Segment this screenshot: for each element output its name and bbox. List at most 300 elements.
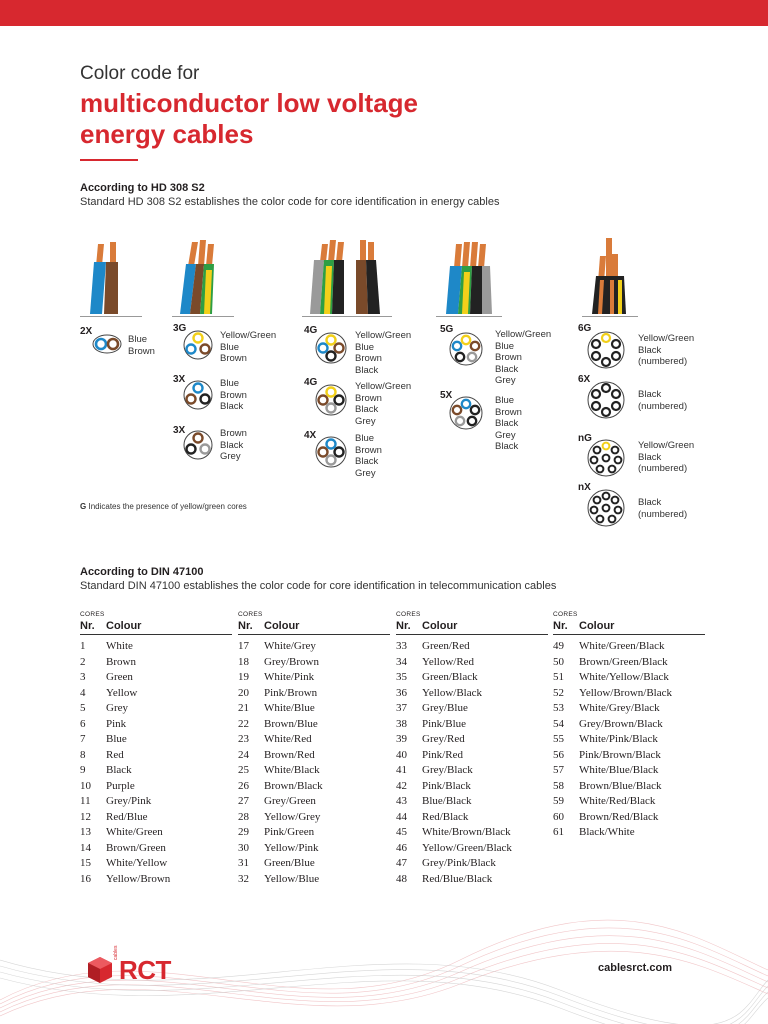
nr-header: Nr. [553, 620, 568, 632]
table-row [238, 639, 390, 655]
table-row [396, 670, 548, 686]
legend-line: Blue [355, 433, 375, 444]
core-legend [220, 428, 247, 463]
page-pretitle: Color code for [80, 63, 200, 84]
core-tag: 4G [304, 325, 318, 336]
cross-section-icon [92, 334, 122, 354]
core-colour: Pink [106, 717, 127, 730]
table-row [238, 810, 390, 826]
core-colour: Grey/Pink [106, 795, 152, 807]
core-number: 53 [553, 702, 564, 714]
core-number: 29 [238, 826, 249, 838]
legend-line: (numbered) [638, 400, 688, 412]
core-colour: Grey/Brown [264, 655, 319, 668]
core-tag: 4G [304, 377, 318, 388]
core-legend [128, 334, 155, 357]
legend-line: Yellow/Green [495, 329, 552, 340]
core-tag: 5G [440, 324, 454, 335]
core-colour: Grey/Green [264, 795, 316, 807]
core-number: 51 [553, 671, 564, 683]
legend-line: Yellow/Green [638, 333, 695, 344]
legend-line: Brown [220, 428, 247, 439]
nr-header: Nr. [80, 620, 95, 632]
colour-header: Colour [579, 620, 615, 632]
table-row [396, 732, 548, 748]
table-row [238, 686, 390, 702]
core-legend [355, 330, 411, 376]
core-tag: 3G [173, 323, 187, 334]
table-row [80, 717, 232, 733]
core-colour: White/Grey/Black [579, 702, 660, 714]
table-row [238, 841, 390, 857]
table-row [396, 748, 548, 764]
cores-label: CORES [396, 611, 421, 618]
core-colour: White/Grey [264, 640, 316, 652]
title-line-1: multiconductor low voltage [80, 88, 419, 118]
column-header [396, 620, 548, 635]
core-colour: Brown/Blue/Black [579, 779, 662, 792]
core-number: 47 [396, 857, 407, 869]
legend-line: Black [355, 456, 379, 467]
cross-section-icon [182, 380, 214, 410]
cross-section-icon [314, 436, 348, 468]
legend-line: Blue [128, 334, 148, 345]
table-row [553, 825, 705, 841]
core-number: 22 [238, 717, 249, 730]
legend-line: Brown [220, 353, 247, 364]
core-legend [220, 330, 276, 365]
core-legend [355, 433, 382, 479]
core-colour: Pink/Green [264, 826, 315, 838]
table-row [238, 732, 390, 748]
cross-section-icon [448, 396, 484, 430]
core-colour: Yellow/Grey [264, 810, 321, 823]
core-number: 2 [80, 655, 86, 668]
table-row [80, 748, 232, 764]
core-number: 4 [80, 686, 86, 699]
core-colour: Red [106, 748, 124, 761]
table-row [80, 856, 232, 872]
legend-line: Grey [220, 451, 241, 462]
core-legend [220, 378, 247, 413]
core-number: 3 [80, 671, 86, 683]
core-number: 27 [238, 795, 249, 807]
table-row [80, 670, 232, 686]
core-legend [638, 440, 694, 475]
cable-5-core-illustration [442, 236, 498, 316]
table-row [396, 825, 548, 841]
table-row [553, 701, 705, 717]
legend-line: Yellow/Green [355, 330, 412, 341]
core-number: 25 [238, 764, 249, 776]
core-number: 20 [238, 686, 249, 699]
core-colour: Green/Black [422, 671, 478, 683]
table-row [553, 670, 705, 686]
legend-line: Black [495, 441, 519, 452]
table-row [396, 872, 548, 888]
section-description-hd308: Standard HD 308 S2 establishes the color code for core identification in energy cables [80, 196, 500, 208]
core-number: 54 [553, 717, 564, 730]
core-legend [638, 333, 694, 368]
logo-text: RCT [119, 955, 171, 985]
din-column [396, 611, 548, 887]
core-colour: Pink/Brown [264, 686, 318, 699]
core-number: 7 [80, 733, 86, 745]
table-row [238, 794, 390, 810]
core-number: 12 [80, 810, 91, 823]
core-colour: White/Yellow [106, 857, 168, 869]
legend-line: Brown [128, 345, 155, 357]
core-number: 23 [238, 733, 249, 745]
cable-divider [302, 316, 392, 317]
legend-line: (numbered) [638, 508, 688, 520]
cross-section-icon [586, 330, 626, 370]
cable-3-core-illustration [178, 236, 228, 316]
table-row [238, 763, 390, 779]
table-row [80, 794, 232, 810]
table-row [80, 655, 232, 671]
cross-section-icon [586, 488, 626, 528]
core-colour: Yellow/Brown/Black [579, 686, 672, 699]
core-legend [638, 389, 687, 412]
legend-line: Black [220, 401, 244, 412]
table-row [238, 872, 390, 888]
cores-label: CORES [238, 611, 263, 618]
core-number: 13 [80, 826, 91, 838]
core-number: 26 [238, 779, 249, 792]
core-colour: Grey/Red [422, 733, 465, 745]
core-colour: Black/White [579, 826, 635, 838]
legend-line: Black [355, 404, 379, 415]
table-row [80, 639, 232, 655]
table-row [238, 670, 390, 686]
core-number: 56 [553, 748, 564, 761]
cores-label: CORES [553, 611, 578, 618]
logo-small-text: cables [113, 945, 119, 960]
cable-divider [80, 316, 142, 317]
core-number: 28 [238, 810, 249, 823]
core-number: 30 [238, 841, 249, 854]
legend-line: Brown [220, 389, 247, 401]
core-colour: Brown/Red [264, 748, 315, 761]
core-colour: White/Blue [264, 702, 315, 714]
legend-line: Brown [355, 444, 382, 456]
table-row [80, 701, 232, 717]
core-colour: Red/Blue/Black [422, 872, 493, 885]
core-colour: Grey/Black [422, 764, 473, 776]
table-row [80, 872, 232, 888]
core-number: 1 [80, 640, 86, 652]
core-number: 15 [80, 857, 91, 869]
legend-line: Brown [355, 353, 382, 364]
table-row [396, 717, 548, 733]
legend-line: Black [220, 439, 244, 451]
table-row [553, 748, 705, 764]
core-colour: Grey/Brown/Black [579, 717, 663, 730]
core-number: 44 [396, 810, 407, 823]
legend-line: Yellow/Green [355, 381, 412, 392]
core-tag: 3X [173, 374, 186, 385]
core-legend [495, 395, 522, 453]
legend-line: Blue [495, 395, 515, 406]
legend-line: Black [638, 497, 662, 508]
core-colour: White/Green [106, 826, 163, 838]
legend-line: Grey [495, 375, 516, 386]
table-row [396, 686, 548, 702]
core-colour: Black [106, 764, 132, 776]
core-colour: Green/Blue [264, 857, 315, 869]
core-number: 45 [396, 826, 407, 838]
core-colour: Grey [106, 702, 128, 714]
core-number: 18 [238, 655, 249, 668]
core-number: 37 [396, 702, 407, 714]
table-row [396, 810, 548, 826]
core-colour: White/Brown/Black [422, 826, 511, 838]
colour-header: Colour [264, 620, 300, 632]
cross-section-icon [314, 332, 348, 364]
table-row [238, 779, 390, 795]
core-colour: White/Red [264, 733, 312, 745]
title-line-2: energy cables [80, 119, 254, 149]
legend-line: Black [638, 389, 662, 400]
core-colour: Green/Red [422, 640, 470, 652]
legend-line: Grey [355, 467, 376, 479]
core-number: 40 [396, 748, 407, 761]
colour-header: Colour [106, 620, 142, 632]
table-row [396, 794, 548, 810]
table-row [553, 655, 705, 671]
table-row [238, 825, 390, 841]
cross-section-icon [586, 438, 626, 478]
core-colour: White/Red/Black [579, 795, 656, 807]
core-tag: 2X [80, 326, 93, 337]
core-colour: Yellow/Brown [106, 872, 171, 885]
table-row [80, 841, 232, 857]
table-row [396, 763, 548, 779]
core-colour: White [106, 640, 133, 652]
legend-line: Black [495, 418, 519, 429]
website-link[interactable]: cablesrct.com [598, 962, 672, 974]
legend-line: Black [638, 344, 662, 356]
din-column [80, 611, 232, 887]
core-colour: Grey/Pink/Black [422, 857, 496, 869]
core-colour: Grey/Blue [422, 702, 468, 714]
core-number: 35 [396, 671, 407, 683]
core-number: 19 [238, 671, 249, 683]
cable-4-core-illustration [308, 236, 384, 316]
core-number: 11 [80, 795, 91, 807]
table-row [80, 732, 232, 748]
core-number: 52 [553, 686, 564, 699]
core-colour: White/Pink/Black [579, 733, 658, 745]
core-tag: 6X [578, 374, 591, 385]
core-number: 8 [80, 748, 86, 761]
legend-line: Blue [495, 340, 515, 352]
core-tag: nX [578, 482, 591, 493]
legend-line: (numbered) [638, 463, 688, 474]
core-number: 5 [80, 702, 86, 714]
cross-section-icon [448, 332, 484, 366]
core-colour: Yellow/Black [422, 686, 482, 699]
core-number: 10 [80, 779, 91, 792]
core-colour: White/Blue/Black [579, 764, 659, 776]
cable-2-core-illustration [88, 236, 134, 316]
cross-section-icon [586, 380, 626, 420]
cable-divider [582, 316, 638, 317]
core-number: 39 [396, 733, 407, 745]
core-number: 34 [396, 655, 407, 668]
cross-section-icon [182, 330, 214, 360]
table-row [553, 732, 705, 748]
core-number: 61 [553, 826, 564, 838]
core-number: 42 [396, 779, 407, 792]
table-row [553, 763, 705, 779]
core-number: 31 [238, 857, 249, 869]
core-colour: White/Pink [264, 671, 315, 683]
core-number: 14 [80, 841, 91, 854]
table-row [553, 779, 705, 795]
legend-line: Brown [355, 392, 382, 404]
core-colour: Purple [106, 779, 135, 792]
table-row [553, 717, 705, 733]
core-tag: 3X [173, 425, 186, 436]
column-header [553, 620, 705, 635]
table-row [553, 810, 705, 826]
legend-line: Brown [495, 352, 522, 363]
g-footnote-text: Indicates the presence of yellow/green cores [88, 502, 247, 511]
core-legend [495, 329, 551, 387]
table-row [238, 655, 390, 671]
top-banner [0, 0, 768, 26]
section-description-din47100: Standard DIN 47100 establishes the color code for core identification in telecommunication cables [80, 580, 557, 592]
core-number: 24 [238, 748, 249, 761]
cross-section-icon [182, 430, 214, 460]
core-tag: 5X [440, 390, 453, 401]
core-number: 50 [553, 655, 564, 668]
core-number: 33 [396, 640, 407, 652]
core-number: 59 [553, 795, 564, 807]
core-colour: Blue [106, 733, 127, 745]
core-number: 38 [396, 717, 407, 730]
legend-line: Grey [495, 429, 516, 441]
core-colour: White/Green/Black [579, 640, 665, 652]
core-colour: Yellow/Blue [264, 872, 320, 885]
table-row [80, 810, 232, 826]
core-number: 49 [553, 640, 564, 652]
core-number: 57 [553, 764, 564, 776]
core-colour: Blue/Black [422, 795, 472, 807]
core-colour: Brown/Black [264, 779, 323, 792]
core-number: 21 [238, 702, 249, 714]
legend-line: Blue [220, 378, 240, 389]
legend-line: (numbered) [638, 356, 688, 367]
core-colour: Brown/Green [106, 841, 166, 854]
table-row [396, 779, 548, 795]
table-row [396, 856, 548, 872]
colour-header: Colour [422, 620, 458, 632]
legend-line: Grey [355, 415, 376, 427]
legend-line: Yellow/Green [220, 330, 277, 341]
core-colour: Red/Blue [106, 810, 148, 823]
cores-label: CORES [80, 611, 105, 618]
table-row [396, 639, 548, 655]
core-colour: Pink/Black [422, 779, 471, 792]
core-number: 60 [553, 810, 564, 823]
legend-line: Black [495, 363, 519, 375]
table-row [553, 639, 705, 655]
cable-divider [436, 316, 502, 317]
g-footnote-symbol: G [80, 502, 87, 511]
g-footnote [80, 502, 247, 511]
core-colour: Brown [106, 655, 136, 668]
core-colour: Yellow/Pink [264, 841, 319, 854]
core-tag: 6G [578, 323, 592, 334]
table-row [238, 717, 390, 733]
table-row [80, 825, 232, 841]
core-number: 58 [553, 779, 564, 792]
core-tag: 4X [304, 430, 317, 441]
section-heading-hd308: According to HD 308 S2 [80, 182, 205, 194]
din-column [238, 611, 390, 887]
nr-header: Nr. [396, 620, 411, 632]
table-row [396, 841, 548, 857]
legend-line: Blue [355, 341, 375, 353]
table-row [396, 701, 548, 717]
table-row [553, 794, 705, 810]
table-row [238, 701, 390, 717]
table-row [396, 655, 548, 671]
table-row [238, 856, 390, 872]
core-number: 55 [553, 733, 564, 745]
legend-line: Blue [220, 341, 240, 353]
table-row [80, 779, 232, 795]
title-underline [80, 159, 138, 161]
core-colour: Red/Black [422, 810, 469, 823]
core-colour: Pink/Brown/Black [579, 748, 661, 761]
core-legend [355, 381, 411, 427]
column-header [238, 620, 390, 635]
core-colour: White/Black [264, 764, 320, 776]
page-title [80, 88, 418, 150]
core-number: 17 [238, 640, 249, 652]
table-row [553, 686, 705, 702]
core-number: 48 [396, 872, 407, 885]
core-number: 32 [238, 872, 249, 885]
core-colour: Brown/Blue [264, 717, 318, 730]
legend-line: Black [638, 451, 662, 463]
section-heading-din47100: According to DIN 47100 [80, 566, 204, 578]
core-number: 46 [396, 841, 407, 854]
core-colour: Yellow/Green/Black [422, 841, 512, 854]
core-number: 9 [80, 764, 86, 776]
din-column [553, 611, 705, 841]
table-row [238, 748, 390, 764]
core-colour: Pink/Blue [422, 717, 467, 730]
core-number: 43 [396, 795, 407, 807]
cable-multi-core-illustration [588, 236, 632, 316]
core-number: 36 [396, 686, 407, 699]
table-row [80, 763, 232, 779]
core-number: 16 [80, 872, 91, 885]
nr-header: Nr. [238, 620, 253, 632]
core-colour: Yellow [106, 686, 138, 699]
column-header [80, 620, 232, 635]
legend-line: Brown [495, 406, 522, 418]
legend-line: Yellow/Green [638, 440, 695, 451]
cable-divider [172, 316, 234, 317]
core-tag: nG [578, 433, 592, 444]
core-number: 41 [396, 764, 407, 776]
